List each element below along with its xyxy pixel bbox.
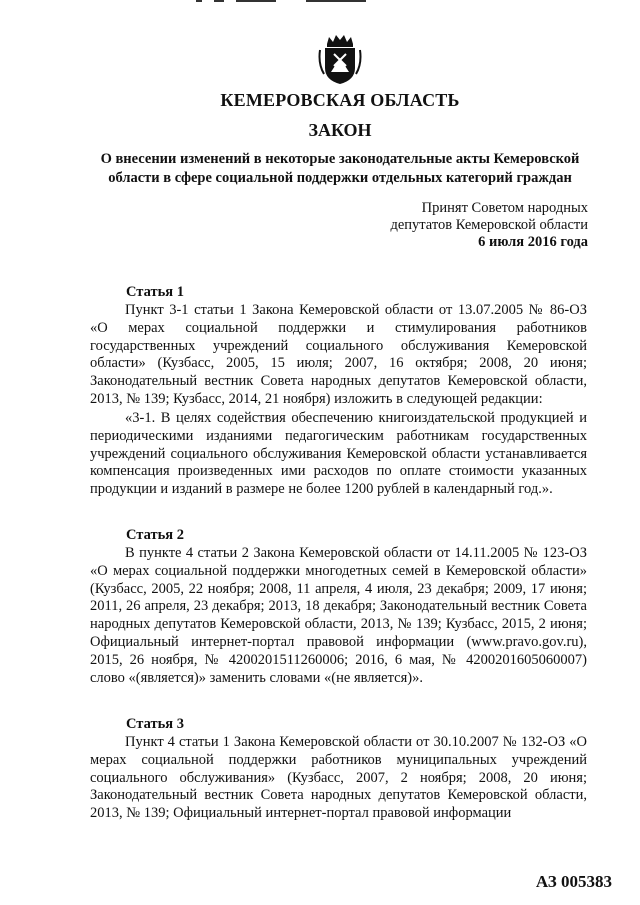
article-3-heading: Статья 3	[126, 716, 184, 732]
article-1-paragraph-2: «3-1. В целях содействия обеспечению книгоиздательской продукцией и периодическими изданиями педагогическим работникам государственных учреждений социального обслуживания Кемеровской области устанавливается компенсация произведенных ими расходов по оплате стоимости указанных продукции и изданий в размере не более 1200 рублей в календарный год.».	[90, 410, 587, 498]
adoption-line-2: депутатов Кемеровской области	[390, 217, 588, 233]
article-2-heading: Статья 2	[126, 527, 184, 543]
adoption-block	[390, 200, 588, 251]
law-title: ЗАКОН	[308, 120, 372, 140]
law-subject: О внесении изменений в некоторые законодательные акты Кемеровской области в сфере социальной поддержки отдельных категорий граждан	[100, 151, 580, 186]
adoption-date: 6 июля 2016 года	[478, 234, 588, 250]
document-serial-number: АЗ 005383	[535, 872, 612, 891]
region-title: КЕМЕРОВСКАЯ ОБЛАСТЬ	[220, 90, 460, 110]
article-2-paragraph-1: В пункте 4 статьи 2 Закона Кемеровской области от 14.11.2005 № 123-ОЗ «О мерах социальной поддержки многодетных семей в Кемеровской области» (Кузбасс, 2005, 22 ноября; 2008, 11 апреля, 4 июля, 23 декабря; 2009, 17 июня; 2011, 26 апреля, 23 декабря; 2013, 18 декабря; Законодательный вестник Совета народных депутатов Кемеровской области, 2013, № 139; Кузбасс, 2015, 2 июня; Официальный интернет-портал правовой информации (www.pravo.gov.ru), 2015, 26 ноября, № 4200201511260006; 2016, 6 мая, № 4200201605060007) слово «(является)» заменить словами «(не является)».	[90, 545, 587, 686]
article-3-paragraph-1: Пункт 4 статьи 1 Закона Кемеровской области от 30.10.2007 № 132-ОЗ «О мерах социальной поддержки работников муниципальных учреждений социального обслуживания» (Кузбасс, 2007, 2 ноября; 2008, 20 июня; Законодательный вестник Совета народных депутатов Кемеровской области, 2013, № 139; Официальный интернет-портал правовой информации	[90, 734, 587, 822]
scan-edge-marks	[196, 0, 406, 4]
article-1-paragraph-1: Пункт 3-1 статьи 1 Закона Кемеровской области от 13.07.2005 № 86-ОЗ «О мерах социальной поддержки и стимулирования работников государственных учреждений социального обслуживания Кемеровской области» (Кузбасс, 2005, 15 июля; 2007, 16 октября; 2008, 20 июня; Законодательный вестник Совета народных депутатов Кемеровской области, 2013, № 139; Кузбасс, 2014, 21 ноября) изложить в следующей редакции:	[90, 302, 587, 407]
article-1-heading: Статья 1	[126, 284, 184, 300]
adoption-line-1: Принят Советом народных	[421, 200, 588, 216]
coat-of-arms-icon	[317, 34, 363, 86]
